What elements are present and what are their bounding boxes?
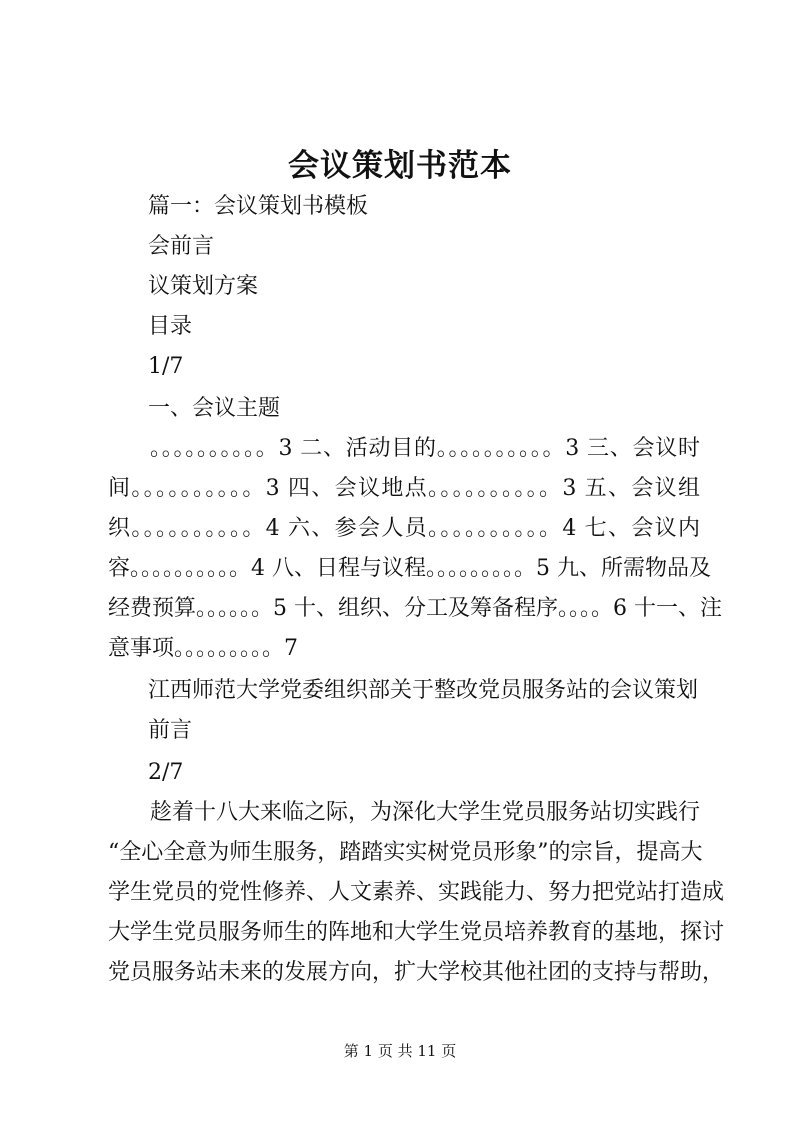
document-title: 会议策划书范本 [288, 148, 512, 184]
toc-line: 容。。。。。。。。。。4 八、日程与议程。。。。。。。。。5 九、所需物品及 [108, 556, 711, 581]
toc-entry-topic: 一、会议主题 [148, 396, 281, 421]
toc-line: 意事项。。。。。。。。。7 [108, 636, 298, 661]
text-line: 议策划方案 [148, 274, 259, 299]
heading-part-one: 篇一：会议策划书模板 [148, 194, 369, 219]
body-line: 党员服务站未来的发展方向，扩大学校其他社团的支持与帮助， [108, 960, 725, 985]
section-heading-preface: 前言 [148, 718, 193, 743]
toc-line: 织。。。。。。。。。。4 六、参会人员。。。。。。。。。。4 七、会议内 [108, 516, 700, 541]
body-line: 学生党员的党性修养、人文素养、实践能力、努力把党站打造成 [108, 880, 725, 905]
body-line: 大学生党员服务师生的阵地和大学生党员培养教育的基地，探讨 [108, 920, 725, 945]
section-title: 江西师范大学党委组织部关于整改党员服务站的会议策划 [148, 678, 699, 703]
toc-line: 。。。。。。。。。。3 二、活动目的。。。。。。。。。。3 三、会议时 [150, 436, 700, 461]
toc-heading: 目录 [148, 314, 193, 339]
body-line: “全心全意为师生服务，踏踏实实树党员形象”的宗旨，提高大 [108, 840, 703, 865]
toc-line: 间。。。。。。。。。。3 四、会议地点。。。。。。。。。。3 五、会议组 [108, 476, 700, 501]
text-line: 会前言 [148, 234, 215, 259]
page-footer: 第 1 页 共 11 页 [343, 1042, 457, 1060]
page-marker: 2/7 [148, 760, 184, 785]
page-marker: 1/7 [148, 354, 184, 379]
body-line: 趁着十八大来临之际，为深化大学生党员服务站切实践行 [150, 800, 701, 825]
toc-line: 经费预算。。。。。。5 十、组织、分工及筹备程序。。。。6 十一、注 [108, 596, 722, 621]
